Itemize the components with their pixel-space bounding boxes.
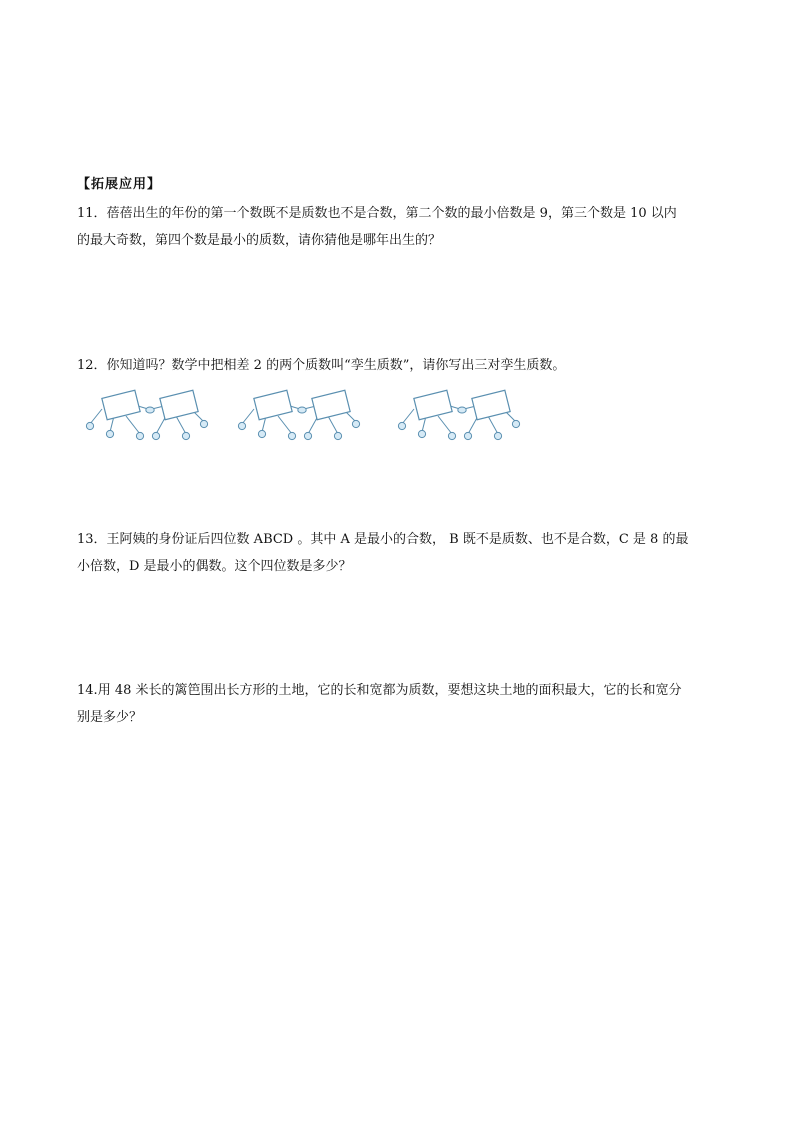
connector-line [402,409,414,424]
leaf-node [464,432,471,439]
question-12-number: 12． [77,358,107,373]
question-13-line-1: 13．王阿姨的身份证后四位数 ABCD 。其中 A 是最小的合数， B 既不是质数、也不是合数，C 是 8 的最 [77,532,689,547]
question-12 [77,352,717,379]
question-14 [77,677,717,731]
leaf-node [200,420,207,427]
connector-line [126,416,140,434]
leaf-node [352,420,359,427]
leaf-node [182,432,189,439]
question-11-line-2: 的最大奇数，第四个数是最小的质数，请你猜他是哪年出生的？ [77,233,442,248]
question-11-line-1: 11．蓓蓓出生的年份的第一个数既不是质数也不是合数，第二个数的最小倍数是 9，第三个数是 10 以内 [77,206,677,221]
link-node [458,407,466,413]
leaf-node [288,432,295,439]
connector-line [176,416,186,434]
leaf-node [418,430,425,437]
section-title: 【拓展应用】 [77,177,162,192]
leaf-node [86,422,93,429]
twin-prime-diagram-3 [394,384,524,444]
number-box-right [472,390,510,420]
leaf-node [136,432,143,439]
leaf-node [398,422,405,429]
leaf-node [258,430,265,437]
connector-line [242,409,254,424]
connector-line [438,416,452,434]
leaf-node [152,432,159,439]
question-11 [77,200,717,254]
question-13 [77,526,717,580]
leaf-node [448,432,455,439]
question-14-number: 14. [77,683,98,698]
link-node [146,407,154,413]
connector-line [488,416,498,434]
connector-line [278,416,292,434]
leaf-node [334,432,341,439]
twin-prime-diagram-1 [82,384,212,444]
number-box-left [414,390,452,420]
connector-line [328,416,338,434]
number-box-left [102,390,140,420]
twin-prime-diagram-2 [234,384,364,444]
question-11-number: 11． [77,206,107,221]
leaf-node [304,432,311,439]
link-node [298,407,306,413]
question-14-line-2: 别是多少？ [77,710,143,725]
number-box-right [160,390,198,420]
question-13-line-2: 小倍数，D 是最小的偶数。这个四位数是多少？ [77,559,352,574]
number-box-left [254,390,292,420]
question-12-line-1: 12．你知道吗？数学中把相差 2 的两个质数叫“孪生质数”，请你写出三对孪生质数。 [77,358,566,373]
leaf-node [106,430,113,437]
leaf-node [512,420,519,427]
leaf-node [494,432,501,439]
leaf-node [238,422,245,429]
question-13-number: 13． [77,532,107,547]
number-box-right [312,390,350,420]
connector-line [90,409,102,424]
question-14-line-1: 14.用 48 米长的篱笆围出长方形的土地，它的长和宽都为质数，要想这块土地的面积最大，它的长和宽分 [77,683,682,698]
